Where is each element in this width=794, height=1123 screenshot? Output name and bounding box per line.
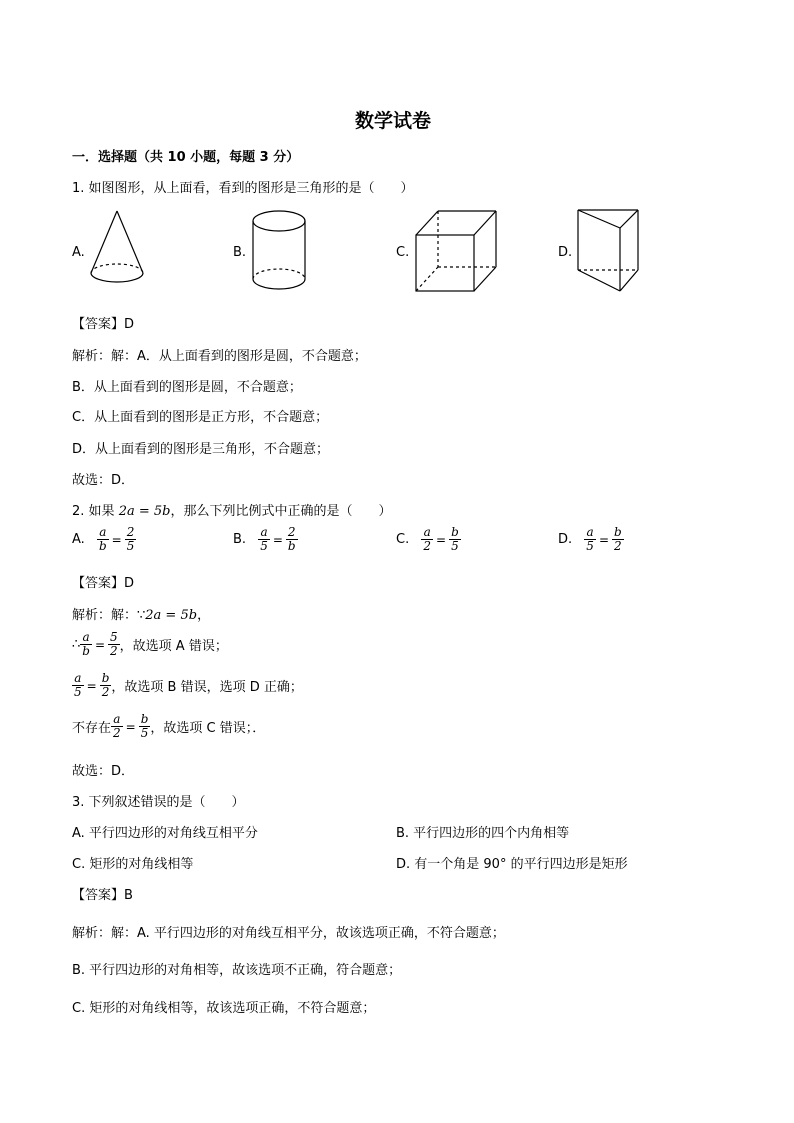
option-c-label: C. — [396, 245, 410, 260]
question-2-option-d: D. $\frac{a}{5}$ = $\frac{b}{2}$ — [558, 525, 622, 553]
question-1-analysis-line: B．从上面看到的图形是圆，不合题意； — [72, 380, 302, 395]
question-3-answer: 【答案】B — [72, 888, 133, 903]
question-1-analysis-line: D．从上面看到的图形是三角形，不合题意； — [72, 442, 330, 457]
triangular-prism-figure — [575, 207, 645, 297]
option-d-label: D. — [558, 245, 573, 260]
question-2-analysis-line: 解析：解：∵2a = 5b， — [72, 608, 211, 623]
cylinder-figure — [250, 208, 310, 298]
question-2-stem: 2. 如果 2a = 5b，那么下列比例式中正确的是（ ） — [72, 504, 392, 519]
page-title: 数学试卷 — [355, 110, 432, 132]
option-b-label: B. — [233, 245, 247, 260]
cone-figure — [88, 208, 148, 298]
question-2-option-a: A. $\frac{a}{b}$ = $\frac{2}{5}$ — [72, 525, 135, 553]
question-2-analysis-line: ∴ $\frac{a}{b}$ = $\frac{5}{2}$ ，故选项 A 错误； — [72, 630, 228, 658]
question-2-option-c: C. $\frac{a}{2}$ = $\frac{b}{5}$ — [396, 525, 459, 553]
question-3-stem: 3. 下列叙述错误的是（ ） — [72, 795, 245, 810]
question-3-option-b: B. 平行四边形的四个内角相等 — [396, 826, 570, 841]
question-3-option-c: C. 矩形的对角线相等 — [72, 857, 194, 872]
cube-figure — [413, 207, 503, 297]
question-3-option-a: A. 平行四边形的对角线互相平分 — [72, 826, 258, 841]
question-3-analysis-line: 解析：解：A. 平行四边形的对角线互相平分，故该选项正确，不符合题意； — [72, 926, 505, 941]
question-2-option-b: B. $\frac{a}{5}$ = $\frac{2}{b}$ — [233, 525, 296, 553]
question-1-answer: 【答案】D — [72, 317, 135, 332]
question-2-answer: 【答案】D — [72, 576, 135, 591]
question-1-analysis-line: C．从上面看到的图形是正方形，不合题意； — [72, 410, 329, 425]
question-3-option-d: D. 有一个角是 90° 的平行四边形是矩形 — [396, 857, 628, 872]
question-3-analysis-line: B. 平行四边形的对角相等，故该选项不正确，符合题意； — [72, 963, 402, 978]
question-2-analysis-line: $\frac{a}{5}$ = $\frac{b}{2}$ ，故选项 B 错误，选项 D 正确； — [74, 671, 303, 699]
question-2-analysis-line: 不存在 $\frac{a}{2}$ = $\frac{b}{5}$ ，故选项 C 错误；． — [72, 712, 266, 740]
question-3-analysis-line: C. 矩形的对角线相等，故该选项正确，不符合题意； — [72, 1001, 376, 1016]
option-a-label: A. — [72, 245, 85, 260]
question-2-conclusion: 故选：D． — [72, 764, 135, 779]
section-heading: 一．选择题（共 10 小题，每题 3 分） — [72, 150, 300, 165]
question-1-stem: 1. 如图图形，从上面看，看到的图形是三角形的是（ ） — [72, 181, 414, 196]
question-1-conclusion: 故选：D． — [72, 473, 135, 488]
question-1-analysis-line: 解析：解：A．从上面看到的图形是圆，不合题意； — [72, 349, 367, 364]
